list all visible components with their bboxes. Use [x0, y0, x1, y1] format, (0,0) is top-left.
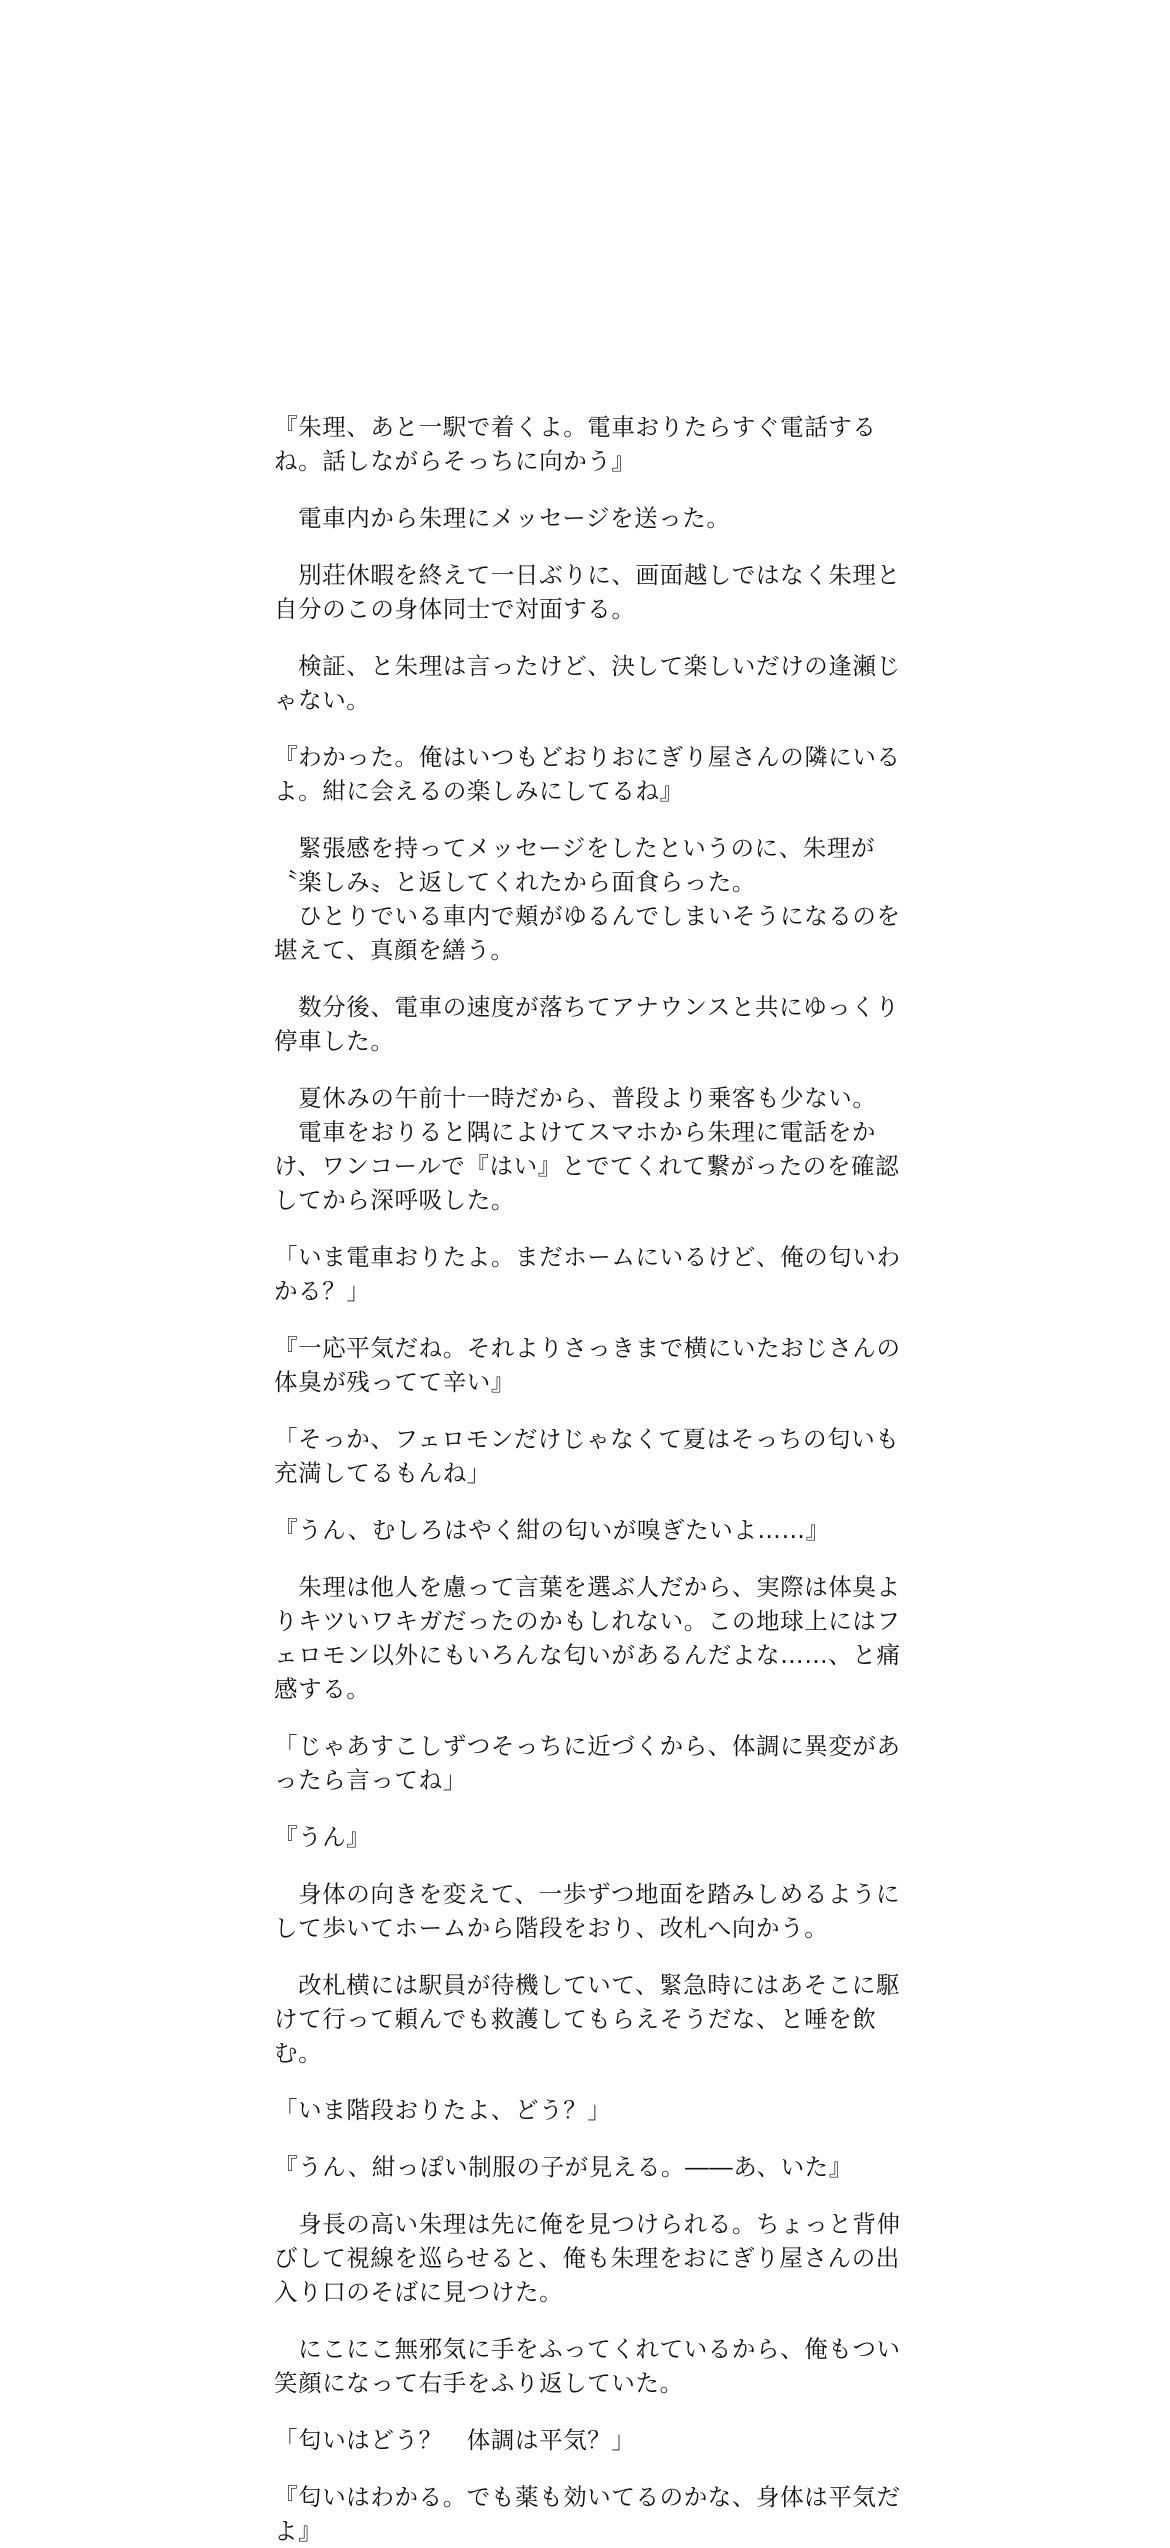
paragraph: 電車をおりると隅によけてスマホから朱理に電話をかけ、ワンコールで『はい』とでてくれて繋がったのを確認してから深呼吸した。 [274, 1118, 900, 1214]
paragraph: 「いま階段おりたよ、どう？」 [274, 2096, 612, 2124]
paragraph: ひとりでいる車内で頬がゆるんでしまいそうになるのを堪えて、真顔を繕う。 [274, 902, 901, 964]
paragraph: 『朱理、あと一駅で着くよ。電車おりたらすぐ電話するね。話しながらそっちに向かう』 [274, 413, 877, 475]
paragraph: 改札横には駅員が待機していて、緊急時にはあそこに駆けて行って頼んでも救護してもらえそうだな、と唾を飲む。 [274, 1971, 901, 2067]
paragraph: 身体の向きを変えて、一歩ずつ地面を踏みしめるようにして歩いてホームから階段をおり、改札へ向かう。 [274, 1880, 901, 1942]
paragraph: 身長の高い朱理は先に俺を見つけられる。ちょっと背伸びして視線を巡らせると、俺も朱理をおにぎり屋さんの出入り口のそばに見つけた。 [274, 2210, 901, 2306]
paragraph: 『一応平気だね。それよりさっきまで横にいたおじさんの体臭が残ってて辛い』 [274, 1334, 901, 1396]
paragraph: 検証、と朱理は言ったけど、決して楽しいだけの逢瀬じゃない。 [274, 652, 901, 714]
paragraph: 『うん』 [274, 1823, 371, 1851]
paragraph: 朱理は他人を慮って言葉を選ぶ人だから、実際は体臭よりキツいワキガだったのかもしれない。この地球上にはフェロモン以外にもいろんな匂いがあるんだよな……、と痛感する。 [274, 1573, 901, 1703]
paragraph: 「いま電車おりたよ。まだホームにいるけど、俺の匂いわかる？」 [274, 1243, 901, 1305]
paragraph: 『うん、むしろはやく紺の匂いが嗅ぎたいよ……』 [274, 1516, 830, 1544]
paragraph: 数分後、電車の速度が落ちてアナウンスと共にゆっくり停車した。 [274, 993, 900, 1055]
paragraph: 『うん、紺っぽい制服の子が見える。――あ、いた』 [274, 2153, 853, 2181]
paragraph: 『わかった。俺はいつもどおりおにぎり屋さんの隣にいるよ。紺に会えるの楽しみにしてるね』 [274, 743, 901, 805]
paragraph: 『匂いはわかる。でも薬も効いてるのかな、身体は平気だよ』 [274, 2483, 901, 2545]
paragraph: 「匂いはどう？ 体調は平気？」 [274, 2426, 636, 2454]
paragraph: 夏休みの午前十一時だから、普段より乗客も少ない。 [274, 1084, 877, 1112]
paragraph: 別荘休暇を終えて一日ぶりに、画面越しではなく朱理と自分のこの身体同士で対面する。 [274, 561, 901, 623]
paragraph: 「じゃあすこしずつそっちに近づくから、体調に異変があったら言ってね」 [274, 1732, 901, 1794]
paragraph: にこにこ無邪気に手をふってくれているから、俺もつい笑顔になって右手をふり返していた。 [274, 2335, 901, 2397]
novel-text-body [274, 410, 904, 2548]
paragraph: 電車内から朱理にメッセージを送った。 [274, 504, 731, 532]
paragraph: 「そっか、フェロモンだけじゃなくて夏はそっちの匂いも充満してるもんね」 [274, 1425, 900, 1487]
paragraph: 緊張感を持ってメッセージをしたというのに、朱理が〝楽しみ〟と返してくれたから面食らった。 [274, 834, 876, 896]
